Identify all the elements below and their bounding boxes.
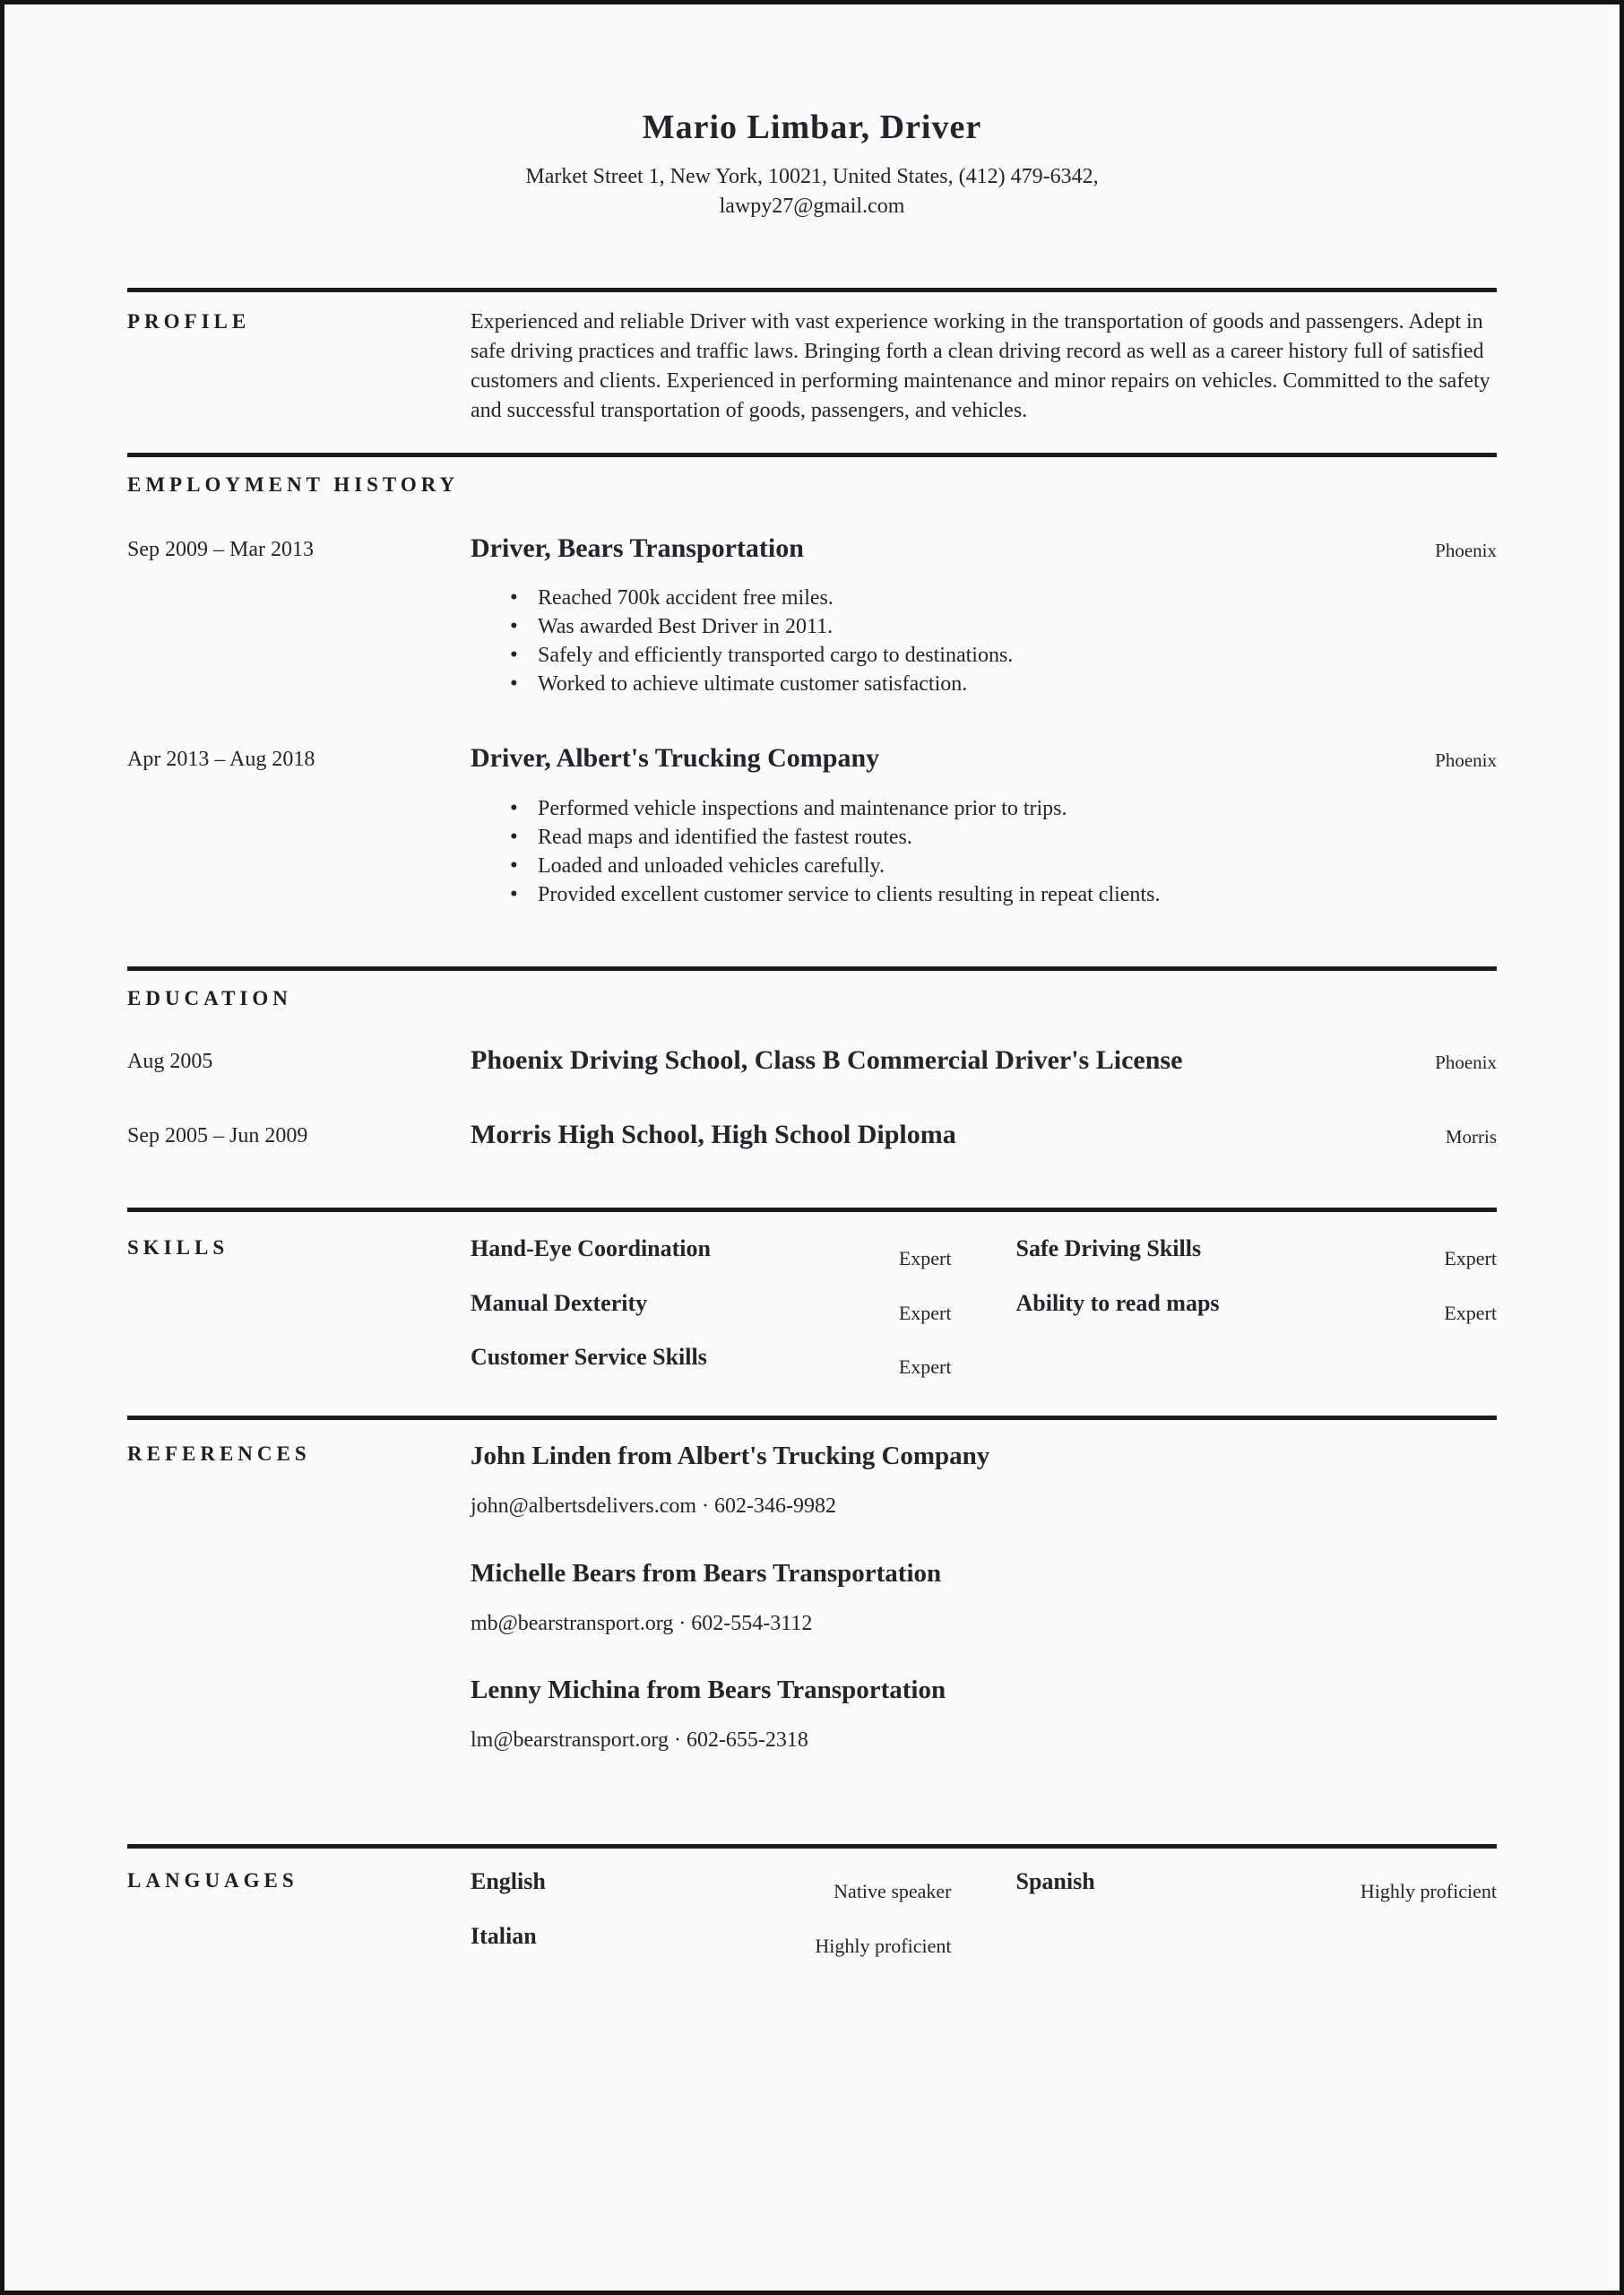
- job-dates: Apr 2013 – Aug 2018: [127, 748, 315, 772]
- section-label-skills: SKILLS: [127, 1235, 229, 1259]
- skill-name: Hand-Eye Coordination: [471, 1234, 711, 1261]
- job-bullet: • Safely and efficiently transported cargo to destinations.: [538, 641, 1497, 670]
- language-level: Highly proficient: [815, 1935, 952, 1958]
- job-bullet: • Provided excellent customer service to clients resulting in repeat clients.: [538, 880, 1497, 909]
- education-location: Phoenix: [1435, 1051, 1497, 1073]
- section-label-employment: EMPLOYMENT HISTORY: [127, 472, 460, 496]
- contact-block: [127, 162, 1497, 221]
- skills-grid: [471, 1234, 1497, 1379]
- section-references: [127, 1420, 1497, 1844]
- language-level: Highly proficient: [1360, 1880, 1497, 1903]
- job-head: [471, 532, 1497, 566]
- reference-contact: lm@bearstransport.org · 602-655-2318: [471, 1728, 808, 1753]
- job-main: [471, 532, 1497, 699]
- job-bullet-list: [471, 794, 1497, 909]
- job-bullet: • Performed vehicle inspections and maintenance prior to trips.: [538, 794, 1497, 823]
- job-title: Driver, Bears Transportation: [471, 533, 804, 563]
- job-bullet: • Reached 700k accident free miles.: [538, 584, 1497, 612]
- skill-item: [471, 1234, 952, 1269]
- contact-line-1: Market Street 1, New York, 10021, United States, (412) 479-6342,: [525, 164, 1099, 188]
- section-languages: [127, 1849, 1497, 1958]
- resume-name: Mario Limbar, Driver: [642, 108, 982, 146]
- section-profile: [127, 292, 1497, 453]
- language-item: [471, 1866, 952, 1903]
- language-name: Spanish: [1015, 1868, 1095, 1895]
- contact-line-2: lawpy27@gmail.com: [719, 194, 905, 218]
- education-head: [471, 1118, 1497, 1152]
- skill-item: [1015, 1234, 1498, 1269]
- section-skills: [127, 1212, 1497, 1416]
- skill-item: [471, 1342, 952, 1379]
- education-title: Morris High School, High School Diploma: [471, 1120, 956, 1150]
- job-bullet: • Worked to achieve ultimate customer satisfaction.: [538, 670, 1497, 698]
- skill-level: Expert: [1444, 1301, 1497, 1324]
- resume-header: [127, 4, 1497, 221]
- job-title: Driver, Albert's Trucking Company: [471, 743, 880, 774]
- skill-level: Expert: [898, 1246, 952, 1269]
- education-entry: [127, 1044, 1497, 1078]
- education-head: [471, 1044, 1497, 1078]
- language-level: Native speaker: [834, 1880, 952, 1903]
- skill-name: Customer Service Skills: [471, 1344, 707, 1371]
- reference-name: John Linden from Albert's Trucking Company: [471, 1442, 990, 1471]
- section-label-languages: LANGUAGES: [127, 1869, 298, 1892]
- job-main: [471, 741, 1497, 909]
- job-bullet: • Read maps and identified the fastest routes.: [538, 823, 1497, 852]
- reference-name: Michelle Bears from Bears Transportation: [471, 1558, 942, 1588]
- reference-entry: [471, 1557, 1497, 1638]
- reference-name: Lenny Michina from Bears Transportation: [471, 1676, 946, 1705]
- reference-contact: mb@bearstransport.org · 602-554-3112: [471, 1611, 813, 1635]
- job-head: [471, 741, 1497, 775]
- section-label-profile: PROFILE: [127, 309, 251, 333]
- language-item: [471, 1921, 952, 1958]
- section-label-references: REFERENCES: [127, 1442, 311, 1466]
- job-bullet-list: [471, 584, 1497, 698]
- job-location: Phoenix: [1435, 749, 1497, 772]
- section-education: [127, 971, 1497, 1208]
- job-entry: [127, 532, 1497, 699]
- reference-contact: john@albertsdelivers.com · 602-346-9982: [471, 1494, 837, 1519]
- skill-name: Ability to read maps: [1015, 1289, 1220, 1316]
- education-entry: [127, 1118, 1497, 1152]
- education-dates: Sep 2005 – Jun 2009: [127, 1124, 308, 1148]
- job-dates: Sep 2009 – Mar 2013: [127, 537, 314, 561]
- job-bullet: • Was awarded Best Driver in 2011.: [538, 612, 1497, 641]
- skill-item: [471, 1288, 952, 1324]
- references-list: [471, 1440, 1497, 1790]
- language-name: English: [471, 1868, 546, 1895]
- education-title: Phoenix Driving School, Class B Commercial Driver's License: [471, 1044, 1183, 1075]
- skill-item: [1015, 1288, 1498, 1324]
- education-dates: Aug 2005: [127, 1049, 213, 1073]
- section-employment: [127, 457, 1497, 966]
- skill-level: Expert: [1444, 1246, 1497, 1269]
- section-label-education: EDUCATION: [127, 986, 292, 1009]
- reference-entry: [471, 1674, 1497, 1754]
- job-entry: [127, 741, 1497, 909]
- language-item: [1015, 1866, 1498, 1903]
- job-bullet: • Loaded and unloaded vehicles carefully.: [538, 852, 1497, 880]
- education-location: Morris: [1445, 1126, 1497, 1148]
- skill-level: Expert: [898, 1301, 952, 1324]
- skill-name: Manual Dexterity: [471, 1289, 648, 1316]
- job-location: Phoenix: [1435, 539, 1497, 561]
- reference-entry: [471, 1440, 1497, 1520]
- skill-name: Safe Driving Skills: [1015, 1234, 1202, 1261]
- profile-text: Experienced and reliable Driver with vast experience working in the transportation of goods and passengers. Adept in safe driving practices and traffic laws. Bringing forth a clean driving record as well as a career history full of satisfied customers and clients. Experienced in performing maintenance and minor repairs on vehicles. Committed to the safety and successful transportation of goods, passengers, and vehicles.: [471, 309, 1490, 422]
- language-name: Italian: [471, 1923, 537, 1950]
- skill-level: Expert: [898, 1355, 952, 1379]
- languages-grid: [471, 1866, 1497, 1958]
